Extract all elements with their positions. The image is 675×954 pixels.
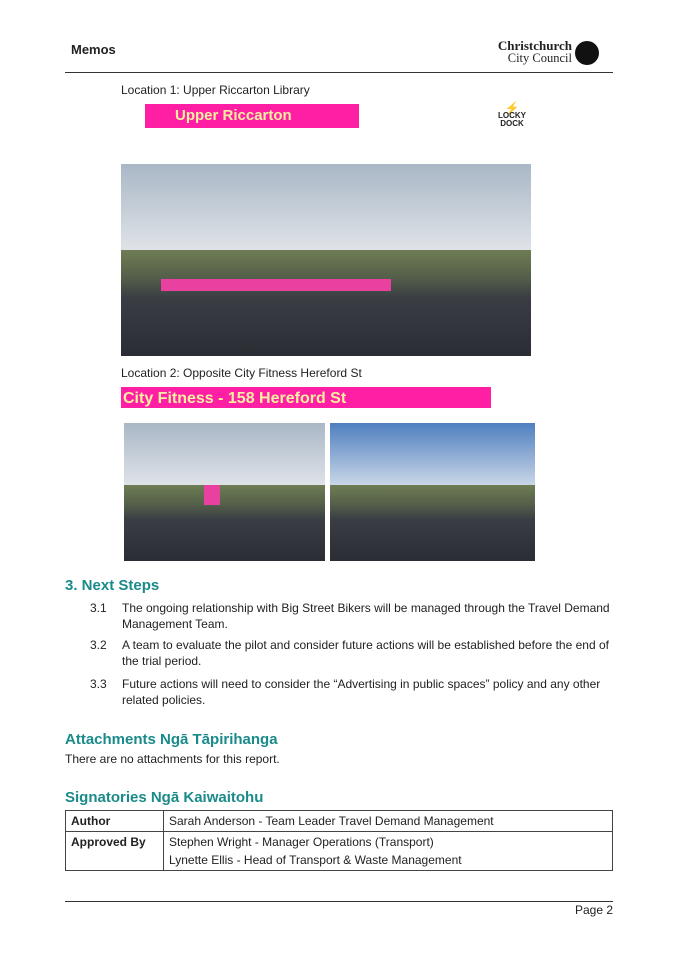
signatories-heading: Signatories Ngā Kaiwaitohu (65, 789, 264, 806)
header-title: Memos (71, 42, 116, 57)
role-cell: Approved By (66, 832, 164, 871)
location1-caption: Location 1: Upper Riccarton Library (121, 83, 310, 97)
role-cell: Author (66, 811, 164, 832)
attachments-heading: Attachments Ngā Tāpirihanga (65, 731, 278, 748)
item-text: A team to evaluate the pilot and consider future actions will be established before the end of the trial period. (122, 638, 609, 668)
next-steps-heading: 3. Next Steps (65, 577, 160, 594)
logo-line1: Christchurch (497, 38, 572, 53)
signatory-name: Stephen Wright - Manager Operations (Transport) (169, 835, 434, 849)
name-cell (164, 832, 613, 871)
name-cell: Sarah Anderson - Team Leader Travel Demand Management (164, 811, 613, 832)
location1-banner: Upper Riccarton (145, 104, 359, 128)
location2-photo-left (124, 423, 325, 561)
list-item (90, 676, 610, 708)
locky-dock-logo: ⚡ LOCKY DOCK (498, 101, 526, 128)
item-text: The ongoing relationship with Big Street Bikers will be managed through the Travel Demand Management Team. (122, 601, 610, 631)
location1-photo (121, 164, 531, 356)
attachments-text: There are no attachments for this report. (65, 752, 280, 766)
page-number: Page 2 (575, 903, 614, 917)
header-divider (65, 72, 613, 73)
signatory-name: Lynette Ellis - Head of Transport & Waste Management (169, 853, 462, 867)
locky-dock-text: LOCKY DOCK (498, 111, 526, 128)
list-item (90, 600, 610, 632)
council-tree-icon (575, 41, 599, 65)
list-item (90, 637, 610, 669)
footer-divider (65, 901, 613, 902)
item-number: 3.3 (90, 677, 107, 691)
table-row (66, 811, 613, 832)
location2-banner: City Fitness - 158 Hereford St (121, 387, 491, 408)
item-text: Future actions will need to consider the “Advertising in public spaces” policy and any other related policies. (122, 677, 601, 707)
table-row (66, 832, 613, 871)
item-number: 3.2 (90, 638, 107, 652)
item-number: 3.1 (90, 601, 107, 615)
council-logo (490, 40, 572, 64)
location2-caption: Location 2: Opposite City Fitness Hereford St (121, 366, 362, 380)
location2-photo-right (330, 423, 535, 561)
logo-line2: City Council (507, 51, 572, 65)
signatories-table (65, 810, 613, 871)
